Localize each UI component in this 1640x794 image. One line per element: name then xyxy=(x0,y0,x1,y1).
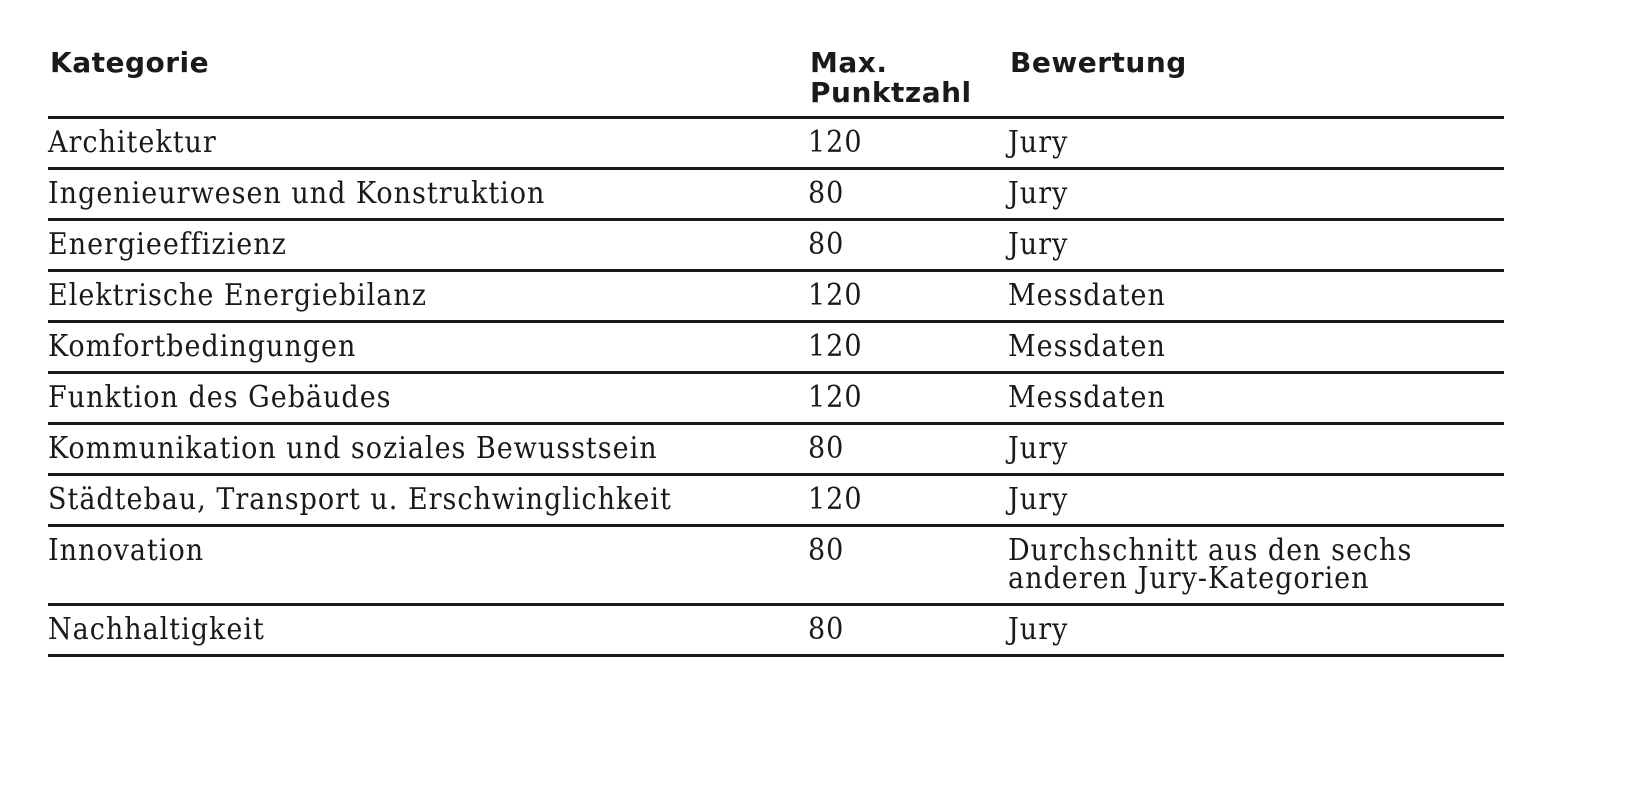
cell-kategorie: Ingenieurwesen und Konstruktion xyxy=(48,176,546,211)
table-row xyxy=(48,424,1504,475)
table-row xyxy=(48,118,1504,169)
cell-bewertung: Jury xyxy=(1008,125,1069,160)
table-header-row xyxy=(48,44,1504,118)
cell-punktzahl: 120 xyxy=(808,278,863,313)
cell-bewertung: Jury xyxy=(1008,431,1069,466)
table-row xyxy=(48,475,1504,526)
cell-bewertung: Jury xyxy=(1008,612,1069,647)
cell-bewertung: Jury xyxy=(1008,227,1069,262)
cell-kategorie: Innovation xyxy=(48,533,205,568)
cell-punktzahl: 120 xyxy=(808,380,863,415)
cell-kategorie: Energieeffizienz xyxy=(48,227,287,262)
table-row xyxy=(48,605,1504,656)
table-row xyxy=(48,169,1504,220)
table-row xyxy=(48,322,1504,373)
table-row xyxy=(48,220,1504,271)
cell-kategorie: Nachhaltigkeit xyxy=(48,612,265,647)
header-bewertung: Bewertung xyxy=(1010,46,1187,79)
table-row xyxy=(48,271,1504,322)
cell-bewertung: Jury xyxy=(1008,176,1069,211)
table-row xyxy=(48,373,1504,424)
cell-punktzahl: 80 xyxy=(808,176,845,211)
scoring-table-container xyxy=(48,44,1504,657)
cell-bewertung: Messdaten xyxy=(1008,380,1166,415)
cell-kategorie: Architektur xyxy=(48,125,217,160)
cell-kategorie: Städtebau, Transport u. Erschwinglichkeit xyxy=(48,482,672,517)
cell-kategorie: Komfortbedingungen xyxy=(48,329,357,364)
header-kategorie: Kategorie xyxy=(50,46,210,79)
cell-punktzahl: 80 xyxy=(808,533,845,568)
cell-punktzahl: 80 xyxy=(808,431,845,466)
header-max-punktzahl: Max. Punktzahl xyxy=(810,46,972,109)
cell-punktzahl: 120 xyxy=(808,329,863,364)
table-row xyxy=(48,526,1504,605)
cell-bewertung: Jury xyxy=(1008,482,1069,517)
cell-punktzahl: 120 xyxy=(808,482,863,517)
cell-bewertung: Messdaten xyxy=(1008,329,1166,364)
cell-kategorie: Kommunikation und soziales Bewusstsein xyxy=(48,431,658,466)
cell-kategorie: Funktion des Gebäudes xyxy=(48,380,392,415)
scoring-table xyxy=(48,44,1504,657)
cell-punktzahl: 80 xyxy=(808,227,845,262)
cell-bewertung: Messdaten xyxy=(1008,278,1166,313)
cell-kategorie: Elektrische Energiebilanz xyxy=(48,278,427,313)
cell-punktzahl: 120 xyxy=(808,125,863,160)
cell-bewertung: Durchschnitt aus den sechs anderen Jury-Kategorien xyxy=(1008,533,1413,596)
cell-punktzahl: 80 xyxy=(808,612,845,647)
